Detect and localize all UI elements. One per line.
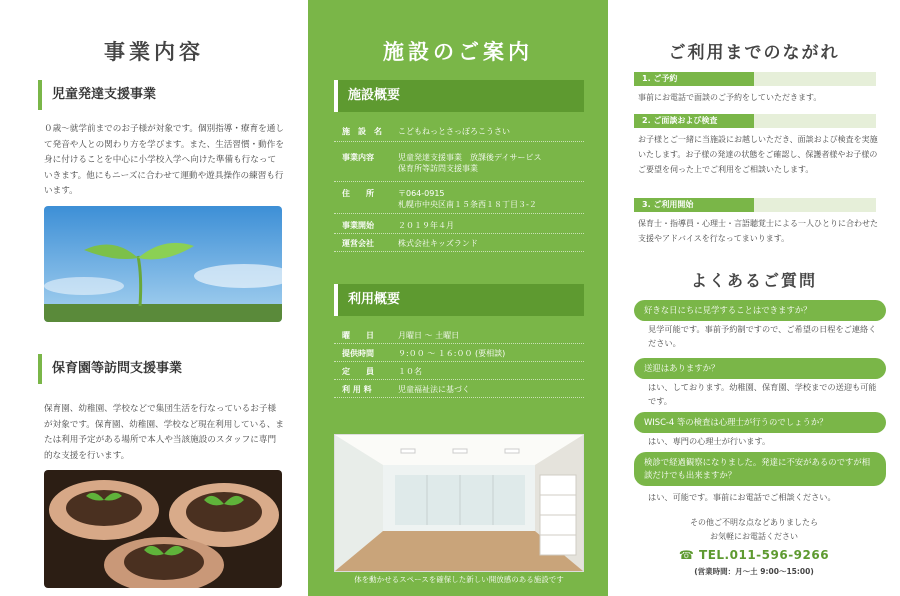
- usage-key: 曜 日: [342, 331, 374, 340]
- step-label: 2. ご面談および検査: [634, 114, 754, 128]
- section-heading-visit-support: 保育園等訪問支援事業: [38, 354, 182, 384]
- footer-line1: その他ご不明な点などありましたら: [690, 518, 818, 527]
- faq-question: WISC-4 等の検査は心理士が行うのでしょうか？: [634, 412, 886, 433]
- left-panel: [0, 0, 308, 596]
- step-bar: [754, 114, 876, 128]
- facility-title: 施設のご案内: [383, 40, 533, 64]
- faq-title: よくあるご質問: [690, 271, 817, 290]
- photo-caption: 体を動かせるスペースを確保した新しい開放感のある施設です: [354, 575, 564, 584]
- step-text: 事前にお電話で面談のご予約をしていただきます。: [638, 93, 822, 102]
- phone-icon: ☎: [678, 548, 700, 562]
- business-hours: (営業時間：月～土 9:00～15:00): [694, 567, 814, 576]
- hands-soil-photo: [44, 470, 282, 588]
- footer-line2: お気軽にお電話ください: [710, 532, 798, 541]
- phone-text: TEL.011-596-9266: [699, 548, 830, 562]
- step-label: 3. ご利用開始: [634, 198, 754, 212]
- overview-row: [334, 216, 584, 234]
- section-body-child-dev: ０歳～就学前までのお子様が対象です。個別指導・療育を通して発音や人との関わり方を学びます。また、生活習慣・動作を身に付けることを中心に小学校入学へ向けた準備も行なっていきます。他にもニーズに合わせて運動や遊具操作の練習も行います。: [44, 124, 284, 196]
- sprout-photo: [44, 206, 282, 322]
- middle-panel: [308, 0, 608, 596]
- usage-row: [334, 344, 584, 362]
- overview-value: ２０１９年４月: [398, 221, 454, 230]
- overview-key: 事業内容: [342, 153, 374, 162]
- usage-key: 提供時間: [342, 349, 374, 358]
- usage-value: 月曜日 ～ 土曜日: [398, 331, 460, 340]
- flow-title: ご利用までのながれ: [668, 43, 840, 63]
- overview-key: 運営会社: [342, 239, 374, 248]
- overview-key: 住 所: [342, 189, 374, 198]
- faq-answer: はい、専門の心理士が行います。: [648, 436, 771, 446]
- business-title: 事業内容: [104, 40, 204, 64]
- overview-value: 児童発達支援事業 放課後デイサービス 保育所等訪問支援事業: [398, 153, 542, 173]
- step-bar: [754, 198, 876, 212]
- faq-answer: はい、しております。幼稚園、保育園、学校までの送迎も可能です。: [648, 382, 877, 406]
- section-body-visit-support: 保育園、幼稚園、学校などで集団生活を行なっているお子様が対象です。保育園、幼稚園、学校など現在利用している、または利用予定がある場所で本人や当該施設のスタッフに専門的な支援を行います。: [44, 404, 284, 461]
- usage-value: ９:００ ～ １６:００ (要相談): [398, 349, 506, 358]
- section-heading-child-dev: 児童発達支援事業: [38, 80, 156, 110]
- step-label: 1. ご予約: [634, 72, 754, 86]
- overview-value: こどもねっとさっぽろこうさい: [398, 127, 510, 136]
- step-text: 保育士・指導員・心理士・言語聴覚士による一人ひとりに合わせた支援やアドバイスを行なってまいります。: [638, 219, 878, 243]
- phone-number[interactable]: [608, 548, 900, 562]
- usage-value: １０名: [398, 367, 422, 376]
- faq-question: 送迎はありますか？: [634, 358, 886, 379]
- usage-key: 利 用 料: [342, 385, 372, 394]
- usage-row: [334, 362, 584, 380]
- faq-question: 検診で経過観察になりました。発達に不安があるのですが相談だけでも出来ますか？: [634, 452, 886, 486]
- overview-key: 施 設 名: [342, 127, 382, 136]
- overview-row: [334, 184, 584, 214]
- overview-row: [334, 148, 584, 182]
- overview-heading: 施設概要: [334, 80, 584, 112]
- usage-key: 定 員: [342, 367, 374, 376]
- overview-key: 事業開始: [342, 221, 374, 230]
- overview-value: 株式会社キッズランド: [398, 239, 478, 248]
- overview-value: 〒064-0915 札幌市中央区南１５条西１８丁目３-２: [398, 189, 537, 209]
- usage-heading: 利用概要: [334, 284, 584, 316]
- right-panel: [608, 0, 900, 596]
- overview-row: [334, 122, 584, 142]
- faq-answer: 見学可能です。事前予約制ですので、ご希望の日程をご連絡ください。: [648, 324, 877, 348]
- overview-row: [334, 234, 584, 252]
- facility-room-photo: [334, 434, 584, 572]
- usage-value: 児童福祉法に基づく: [398, 385, 470, 394]
- usage-row: [334, 380, 584, 398]
- step-text: お子様とご一緒に当施設にお越しいただき、面談および検査を実施いたします。お子様の発達の状態をご確認し、保護者様やお子様のご要望を伺った上でご利用をご相談いたします。: [638, 135, 878, 174]
- usage-row: [334, 326, 584, 344]
- faq-answer: はい、可能です。事前にお電話でご相談ください。: [648, 492, 836, 502]
- step-bar: [754, 72, 876, 86]
- faq-question: 好きな日にちに見学することはできますか？: [634, 300, 886, 321]
